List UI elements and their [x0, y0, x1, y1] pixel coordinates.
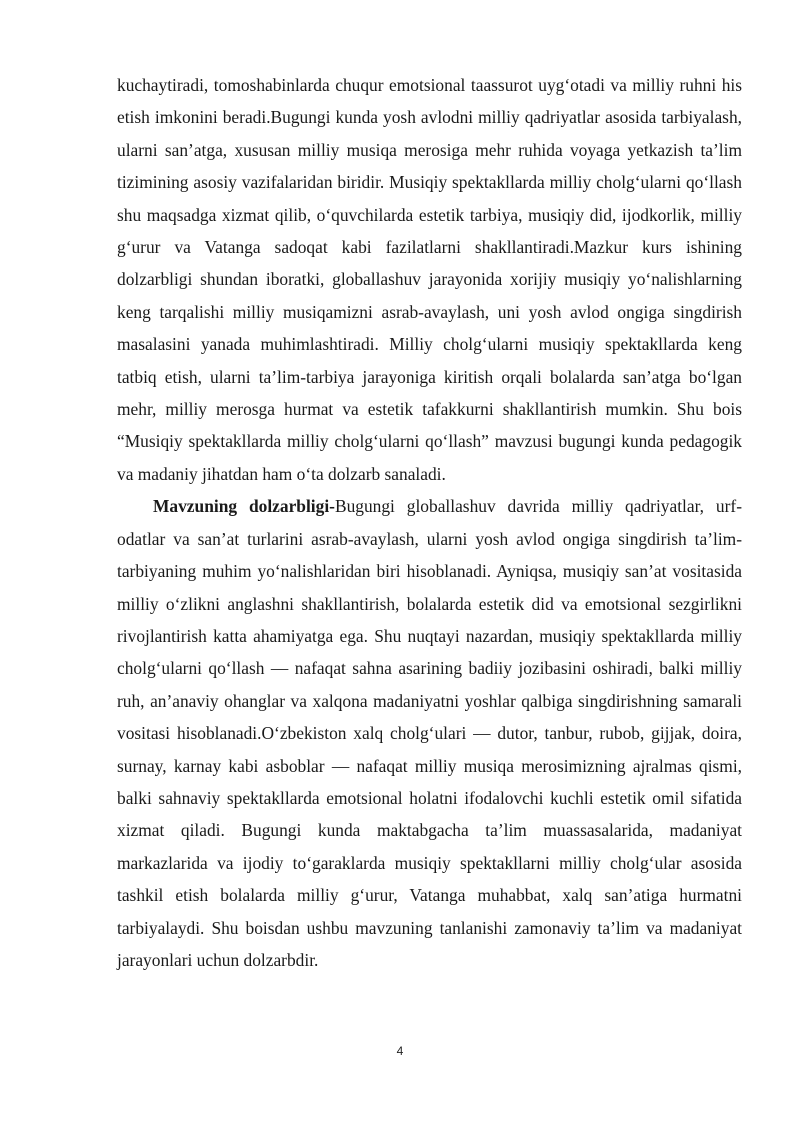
paragraph-body: Bugungi globallashuv davrida milliy qadriyatlar, urf-odatlar va san’at turlarini asrab-avaylash, ularni yosh avlod ongiga singdirish ta’lim-tarbiyaning muhim yo‘nalishlaridan biri hisoblanadi. Ayniqsa, musiqiy san’at vositasida milliy o‘zlikni anglashni shakllantirish, bolalarda estetik did va emotsional sezgirlikni rivojlantirish katta ahamiyatga ega. Shu nuqtayi nazardan, musiqiy spektakllarda milliy cholg‘ularni qo‘llash — nafaqat sahna asarining badiiy jozibasini oshiradi, balki milliy ruh, an’anaviy ohanglar va xalqona madaniyatni yoshlar qalbiga singdirishning samarali vositasi hisoblanadi.O‘zbekiston xalq cholg‘ulari — dutor, tanbur, rubob, gijjak, doira, surnay, karnay kabi asboblar — nafaqat milliy musiqa merosimizning ajralmas qismi, balki sahnaviy spektakllarda emotsional holatni ifodalovchi kuchli estetik omil sifatida xizmat qiladi. Bugungi kunda maktabgacha ta’lim muassasalarida, madaniyat markazlarida va ijodiy to‘garaklarda musiqiy spektakllarni milliy cholg‘ular asosida tashkil etish bolalarda milliy g‘urur, Vatanga muhabbat, xalq san’atiga hurmatni tarbiyalaydi. Shu boisdan ushbu mavzuning tanlanishi zamonaviy ta’lim va madaniyat jarayonlari uchun dolzarbdir.	[117, 496, 742, 970]
page-number: 4	[396, 1044, 404, 1058]
page-body-text	[117, 69, 742, 976]
paragraph-continuation: kuchaytiradi, tomoshabinlarda chuqur emotsional taassurot uyg‘otadi va milliy ruhni his etish imkonini beradi.Bugungi kunda yosh avlodni milliy qadriyatlar asosida tarbiyalash, ularni san’atga, xususan milliy musiqa merosiga mehr ruhida voyaga yetkazish ta’lim tizimining asosiy vazifalaridan biridir. Musiqiy spektakllarda milliy cholg‘ularni qo‘llash shu maqsadga xizmat qilib, o‘quvchilarda estetik tarbiya, musiqiy did, ijodkorlik, milliy g‘urur va Vatanga sadoqat kabi fazilatlarni shakllantiradi.Mazkur kurs ishining dolzarbligi shundan iboratki, globallashuv jarayonida xorijiy musiqiy yo‘nalishlarning keng tarqalishi milliy musiqamizni asrab-avaylash, uni yosh avlod ongiga singdirish masalasini yanada muhimlashtiradi. Milliy cholg‘ularni musiqiy spektakllarda keng tatbiq etish, ularni ta’lim-tarbiya jarayoniga kiritish orqali bolalarda san’atga bo‘lgan mehr, milliy merosga hurmat va estetik tafakkurni shakllantirish mumkin. Shu bois “Musiqiy spektakllarda milliy cholg‘ularni qo‘llash” mavzusi bugungi kunda pedagogik va madaniy jihatdan ham o‘ta dolzarb sanaladi.	[117, 75, 742, 484]
paragraph-heading: Mavzuning dolzarbligi-	[153, 496, 335, 517]
paragraph-relevance	[117, 490, 742, 976]
